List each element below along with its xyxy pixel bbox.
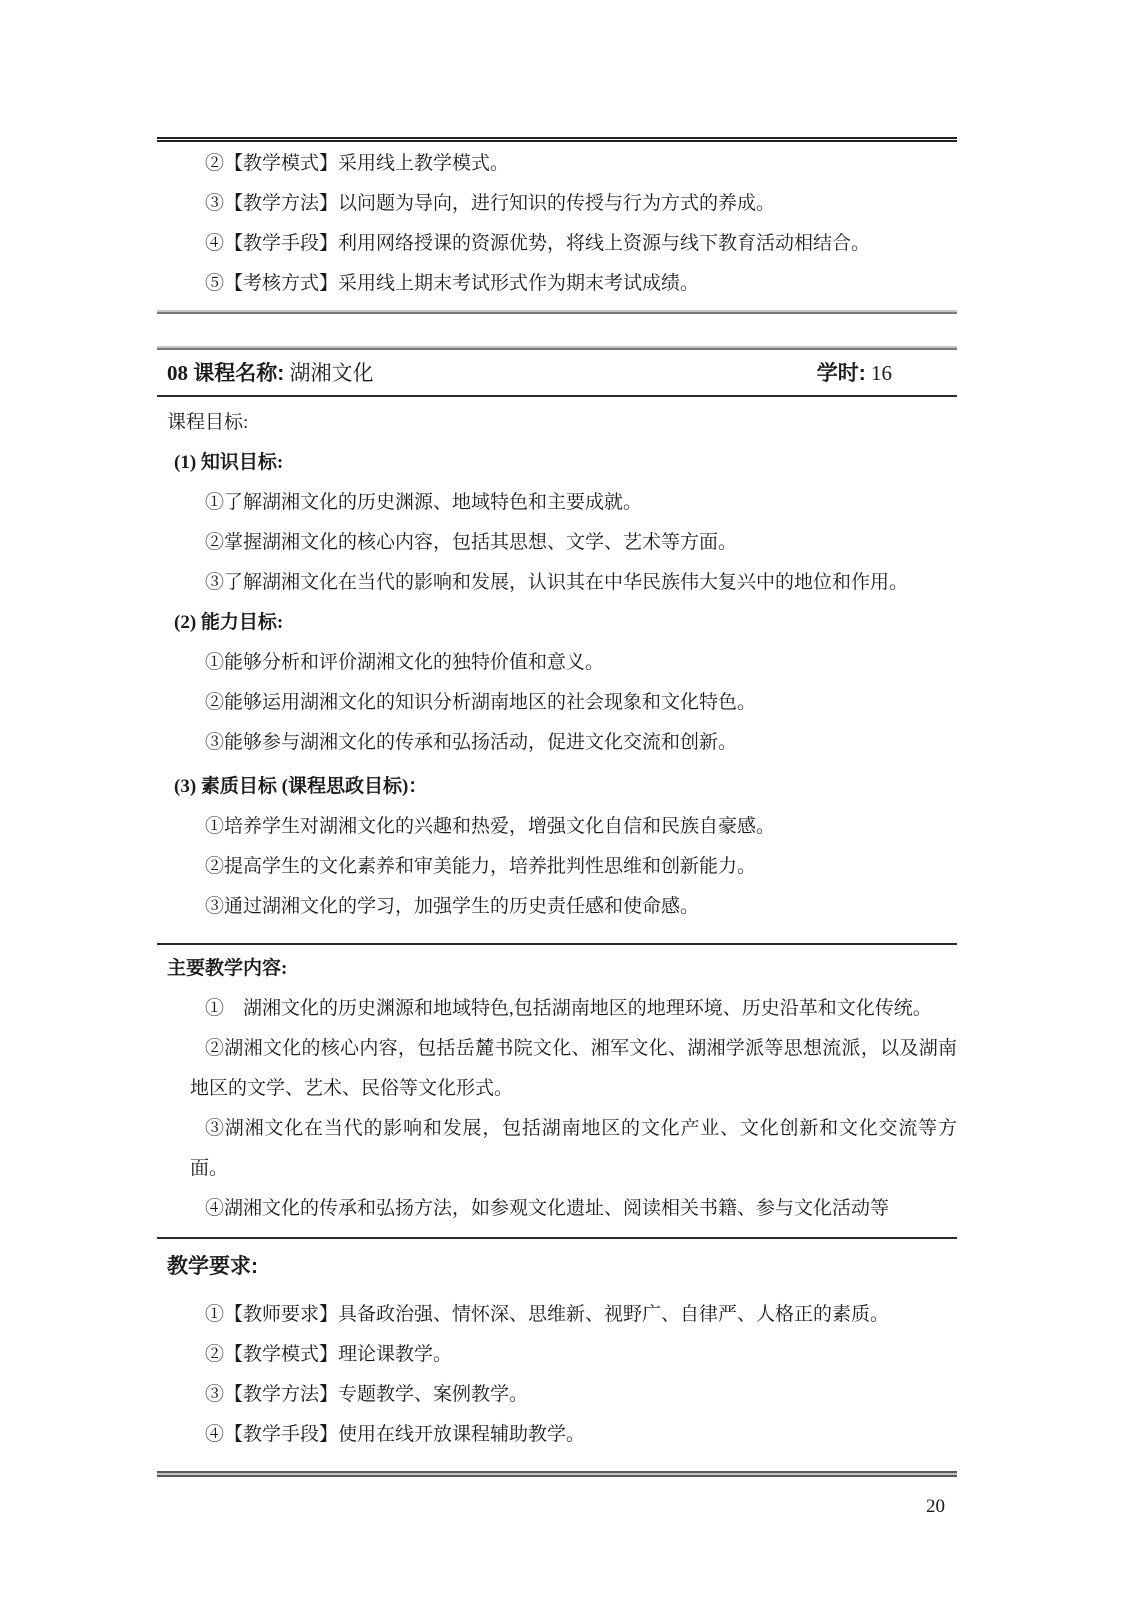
teaching-content-section [157, 945, 957, 1239]
section-divider-bottom [157, 1471, 957, 1477]
page-number: 20 [926, 1496, 945, 1517]
objective-group-ability-heading: (2) 能力目标: [174, 612, 284, 633]
course-name-label: 课程名称: [193, 362, 285, 385]
course-number: 08 [167, 361, 188, 385]
requirement-item: ④【教学手段】利用网络授课的资源优势，将线上资源与线下教育活动相结合。 [205, 233, 871, 254]
teaching-content-item: ④湖湘文化的传承和弘扬方法，如参观文化遗址、阅读相关书籍、参与文化活动等 [205, 1198, 890, 1219]
objective-item: ③通过湖湘文化的学习，加强学生的历史责任感和使命感。 [205, 896, 700, 917]
teaching-requirement-item: ③【教学方法】专题教学、案例教学。 [205, 1384, 529, 1405]
objective-item: ③了解湖湘文化在当代的影响和发展，认识其在中华民族伟大复兴中的地位和作用。 [205, 572, 909, 593]
hours-value: 16 [871, 361, 892, 385]
objective-item: ②能够运用湖湘文化的知识分析湖南地区的社会现象和文化特色。 [205, 692, 757, 713]
hours-label: 学时: [816, 362, 866, 385]
teaching-requirement-item: ①【教师要求】具备政治强、情怀深、思维新、视野广、自律严、人格正的素质。 [205, 1304, 890, 1325]
teaching-content-item: ③湖湘文化在当代的影响和发展，包括湖南地区的文化产业、文化创新和文化交流等方面。 [190, 1118, 957, 1179]
requirement-item: ③【教学方法】以问题为导向，进行知识的传授与行为方式的养成。 [205, 193, 776, 214]
section-gap [157, 314, 957, 346]
objective-item: ②掌握湖湘文化的核心内容，包括其思想、文学、艺术等方面。 [205, 532, 738, 553]
teaching-content-item: ②湖湘文化的核心内容，包括岳麓书院文化、湘军文化、湖湘学派等思想流派，以及湖南地区的文学、艺术、民俗等文化形式。 [190, 1038, 957, 1099]
course-name: 湖湘文化 [289, 362, 374, 385]
objectives-title: 课程目标: [167, 412, 249, 433]
teaching-requirement-item: ②【教学模式】理论课教学。 [205, 1344, 453, 1365]
requirement-item: ⑤【考核方式】采用线上期末考试形式作为期末考试成绩。 [205, 273, 700, 294]
teaching-requirements-title: 教学要求: [167, 1255, 258, 1278]
document-page [157, 137, 957, 1527]
teaching-content-title: 主要教学内容: [167, 958, 288, 979]
course-header-row [157, 350, 957, 397]
objective-item: ③能够参与湖湘文化的传承和弘扬活动，促进文化交流和创新。 [205, 732, 738, 753]
course-hours-group [817, 358, 892, 389]
objective-item: ①了解湖湘文化的历史渊源、地域特色和主要成就。 [205, 492, 643, 513]
teaching-requirements-section [157, 1239, 957, 1471]
objective-item: ②提高学生的文化素养和审美能力，培养批判性思维和创新能力。 [205, 856, 757, 877]
teaching-requirement-item: ④【教学手段】使用在线开放课程辅助教学。 [205, 1424, 586, 1445]
course-title-group [167, 358, 374, 389]
course-objectives-section [157, 397, 957, 945]
teaching-content-item: ① 湖湘文化的历史渊源和地域特色,包括湖南地区的地理环境、历史沿革和文化传统。 [205, 998, 932, 1019]
objective-item: ①培养学生对湖湘文化的兴趣和热爱，增强文化自信和民族自豪感。 [205, 816, 776, 837]
objective-item: ①能够分析和评价湖湘文化的独特价值和意义。 [205, 652, 605, 673]
requirement-item: ②【教学模式】采用线上教学模式。 [205, 153, 510, 174]
prev-course-requirements-section [157, 137, 957, 310]
objective-group-knowledge-heading: (1) 知识目标: [174, 452, 284, 473]
objective-group-quality-heading: (3) 素质目标 (课程思政目标)： [174, 776, 428, 797]
